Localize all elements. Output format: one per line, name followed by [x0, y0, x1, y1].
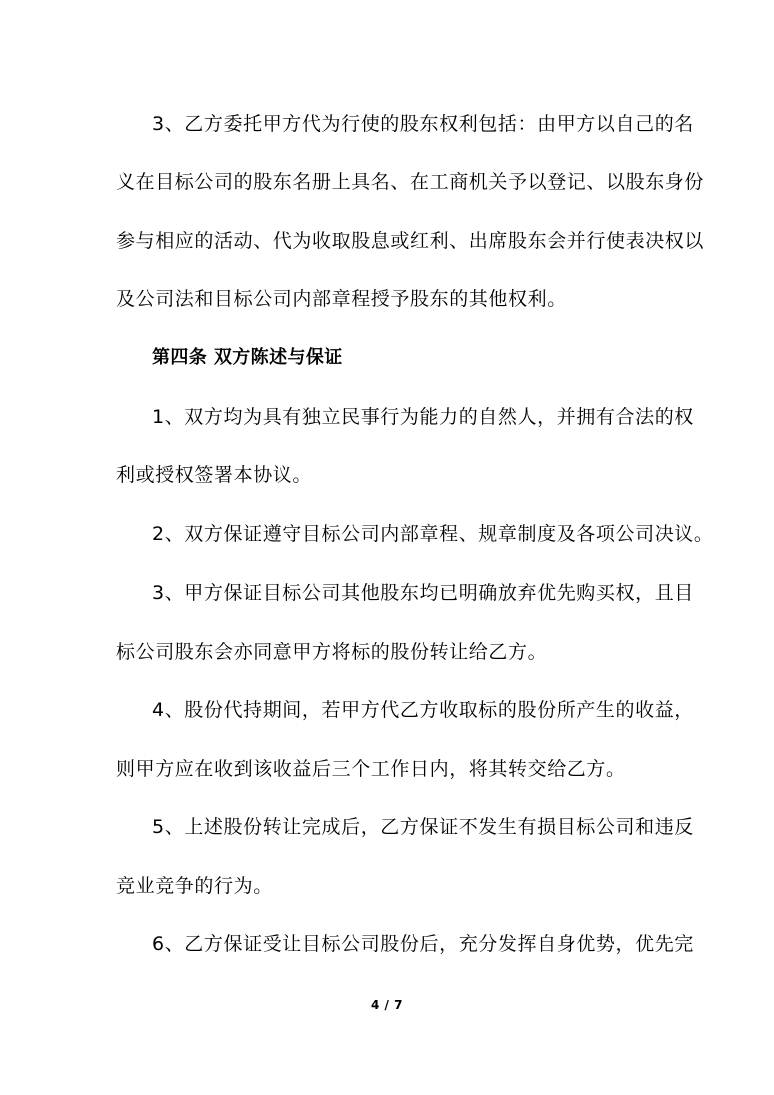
- paragraph-3-line-1: 3、乙方委托甲方代为行使的股东权利包括：由甲方以自己的名: [152, 113, 694, 135]
- clause-5-line-2: 竞业竞争的行为。: [116, 875, 273, 897]
- clause-1-line-1: 1、双方均为具有独立民事行为能力的自然人，并拥有合法的权: [152, 406, 694, 428]
- clause-5-line-1: 5、上述股份转让完成后，乙方保证不发生有损目标公司和违反: [152, 816, 694, 838]
- section-heading: 第四条 双方陈述与保证: [152, 347, 343, 368]
- clause-3-line-1: 3、甲方保证目标公司其他股东均已明确放弃优先购买权，且目: [152, 582, 694, 604]
- clause-2-line-1: 2、双方保证遵守目标公司内部章程、规章制度及各项公司决议。: [152, 523, 714, 545]
- paragraph-3-line-3: 参与相应的活动、代为收取股息或红利、出席股东会并行使表决权以: [116, 230, 705, 252]
- clause-6-line-1: 6、乙方保证受让目标公司股份后，充分发挥自身优势，优先完: [152, 933, 694, 955]
- paragraph-3-line-4: 及公司法和目标公司内部章程授予股东的其他权利。: [116, 288, 567, 310]
- paragraph-3-line-2: 义在目标公司的股东名册上具名、在工商机关予以登记、以股东身份: [116, 171, 705, 193]
- page-number: 4 / 7: [371, 998, 403, 1012]
- clause-1-line-2: 利或授权签署本协议。: [116, 464, 313, 486]
- clause-4-line-1: 4、股份代持期间，若甲方代乙方收取标的股份所产生的收益，: [152, 699, 694, 721]
- clause-3-line-2: 标公司股东会亦同意甲方将标的股份转让给乙方。: [116, 641, 548, 663]
- clause-4-line-2: 则甲方应在收到该收益后三个工作日内，将其转交给乙方。: [116, 758, 626, 780]
